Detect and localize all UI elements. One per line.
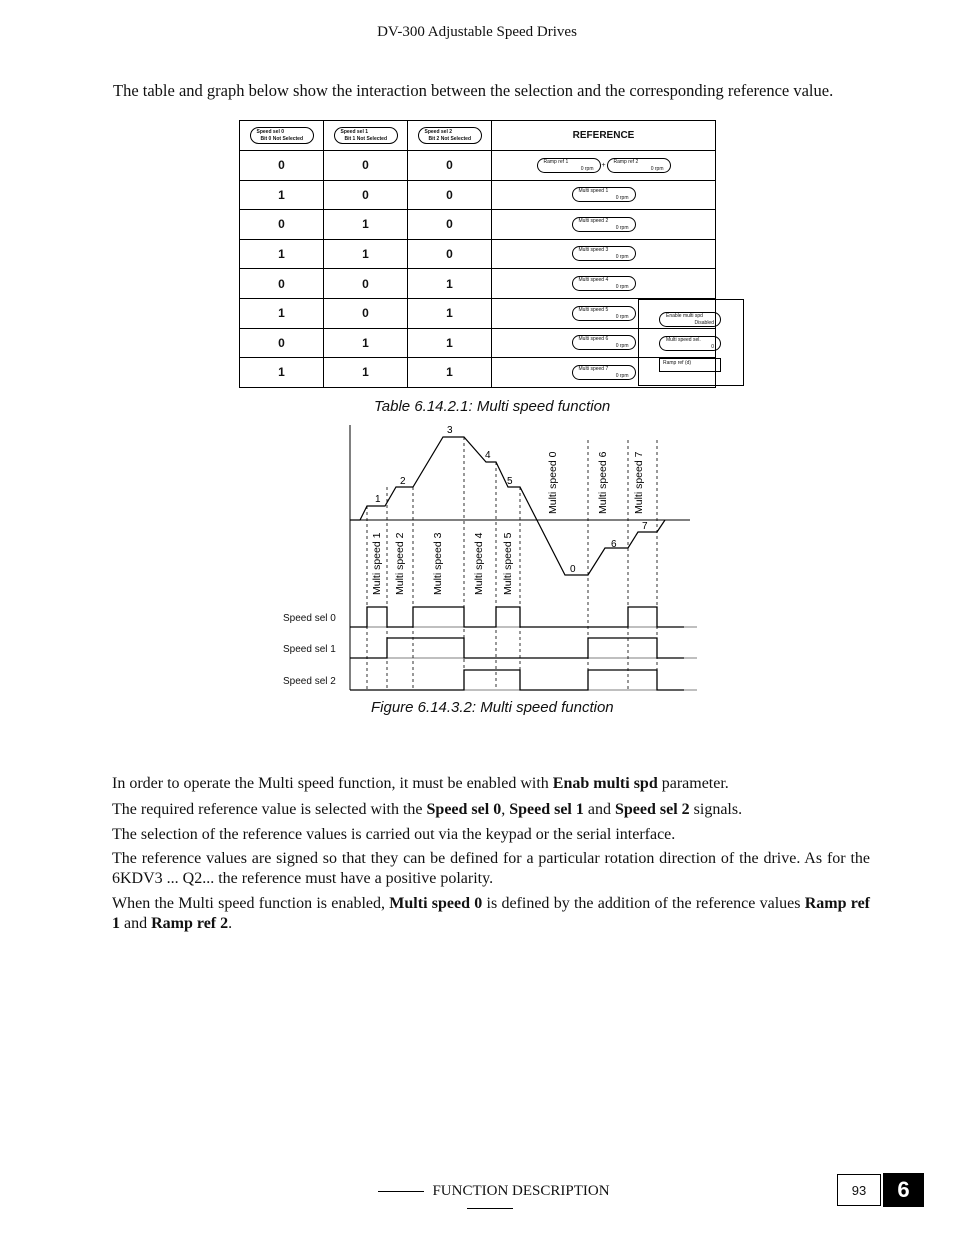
pill-label: Ramp ref 1: [543, 158, 569, 165]
bit-2-cell: 1: [408, 358, 492, 388]
segment-label-multi-speed-2: Multi speed 2: [394, 532, 406, 595]
bit-1-cell: 1: [324, 328, 408, 358]
peak-label-0: 0: [570, 564, 576, 575]
page-number: 93: [837, 1174, 881, 1206]
pill-value: 0 rpm: [650, 165, 664, 172]
param-multi-speed-0: Multi speed 0: [389, 895, 483, 912]
pill-value: 0: [711, 344, 714, 350]
footer-rule-right: [467, 1208, 513, 1209]
pill-label: Multi speed 5: [578, 306, 609, 313]
pill-value: 0 rpm: [615, 343, 629, 350]
text: .: [228, 915, 233, 932]
bit-1-cell: 0: [324, 298, 408, 328]
bit-2-cell: 0: [408, 239, 492, 269]
pill-label: Multi speed 1: [578, 188, 609, 195]
text: When the Multi speed function is enabled,: [112, 895, 390, 912]
page-footer: [343, 1183, 637, 1217]
paragraph-keypad: The selection of the reference values is carried out via the keypad or the serial interface.: [112, 826, 676, 843]
segment-label-multi-speed-3: Multi speed 3: [432, 532, 444, 595]
text: is defined by the addition of the reference values: [482, 895, 805, 912]
pill-label: Ramp ref 2: [613, 158, 639, 165]
pill-value: Disabled: [694, 320, 714, 326]
bit-1-cell: 1: [324, 239, 408, 269]
segment-label-multi-speed-5: Multi speed 5: [502, 532, 514, 595]
segment-labels: [371, 451, 645, 595]
segment-label-multi-speed-1: Multi speed 1: [371, 532, 383, 595]
figure-caption: Figure 6.14.3.2: Multi speed function: [371, 699, 614, 716]
segment-label-multi-speed-7: Multi speed 7: [633, 451, 645, 514]
pill-value: Bit 2 Not Selected: [428, 135, 472, 142]
speed-sel-2-waveform: [350, 670, 684, 690]
pill-label: Multi speed 7: [578, 365, 609, 372]
field-label: Ramp ref (d): [663, 360, 692, 366]
pill-value: Bit 1 Not Selected: [344, 135, 388, 142]
pill-label: Multi speed 3: [578, 247, 609, 254]
speed-sel-0-waveform: [350, 607, 684, 627]
segment-label-multi-speed-0: Multi speed 0: [547, 451, 559, 514]
pill-label: Speed sel 1: [340, 128, 369, 135]
bit-1-cell: 0: [324, 151, 408, 181]
peak-label-2: 2: [400, 476, 406, 487]
text: signals.: [689, 801, 743, 818]
text: The required reference value is selected with the: [112, 801, 427, 818]
bit-0-cell: 0: [240, 328, 324, 358]
signal-speed-sel-2: Speed sel 2: [614, 801, 690, 818]
table-caption: Table 6.14.2.1: Multi speed function: [374, 398, 611, 415]
pill-label: Speed sel 0: [256, 128, 285, 135]
peak-label-3: 3: [447, 425, 453, 436]
paragraph-signed: The reference values are signed so that they can be defined for a particular rotation direction of the drive. As for the 6KDV3 ... Q2... the reference must have a positive polarity.: [112, 850, 870, 887]
peak-label-1: 1: [375, 494, 381, 505]
footer-text: FUNCTION DESCRIPTION: [432, 1183, 610, 1199]
signal-speed-sel-1: Speed sel 1: [509, 801, 584, 818]
peak-label-5: 5: [507, 476, 513, 487]
bit-1-cell: 1: [324, 210, 408, 240]
param-ramp-ref-2: Ramp ref 2: [151, 915, 229, 932]
segment-label-multi-speed-6: Multi speed 6: [597, 451, 609, 514]
paragraph-multi-speed-0: [112, 894, 870, 934]
peak-label-7: 7: [642, 521, 648, 532]
pill-label: Multi speed sel.: [666, 337, 701, 343]
pill-value: 0 rpm: [615, 195, 629, 202]
bit-2-cell: 0: [408, 151, 492, 181]
speed-sel-1-waveform: [350, 638, 684, 658]
text: ,: [501, 801, 510, 818]
pill-label: Speed sel 2: [424, 128, 453, 135]
bit-0-cell: 1: [240, 180, 324, 210]
bit-2-cell: 1: [408, 298, 492, 328]
chapter-tab: 6: [883, 1173, 924, 1207]
bit-0-cell: 0: [240, 269, 324, 299]
bit-2-cell: 1: [408, 328, 492, 358]
page-header: DV-300 Adjustable Speed Drives: [377, 24, 577, 40]
peak-label-6: 6: [611, 539, 617, 550]
pill-label: Multi speed 6: [578, 336, 609, 343]
speed-sel-1-label: Speed sel 1: [283, 644, 336, 655]
bit-0-cell: 1: [240, 298, 324, 328]
bit-2-cell: 1: [408, 269, 492, 299]
param-enab-multi-spd: Enab multi spd: [552, 775, 658, 792]
pill-value: 0 rpm: [615, 224, 629, 231]
pill-value: 0 rpm: [580, 165, 594, 172]
bit-1-cell: 0: [324, 180, 408, 210]
plus-sign: +: [601, 161, 606, 169]
paragraph-enable: [112, 774, 870, 794]
speed-sel-0-label: Speed sel 0: [283, 613, 336, 624]
segment-label-multi-speed-4: Multi speed 4: [473, 532, 485, 595]
signal-speed-sel-0: Speed sel 0: [426, 801, 502, 818]
footer-rule-left: [378, 1191, 424, 1192]
pill-value: 0 rpm: [615, 283, 629, 290]
bit-2-cell: 0: [408, 210, 492, 240]
pill-value: Bit 0 Not Selected: [260, 135, 304, 142]
intro-text: The table and graph below show the interaction between the selection and the corresponding reference value.: [113, 81, 834, 100]
text: and: [583, 801, 615, 818]
text: In order to operate the Multi speed function, it must be enabled with: [112, 775, 553, 792]
bit-1-cell: 1: [324, 358, 408, 388]
pill-value: 0 rpm: [615, 372, 629, 379]
bit-0-cell: 1: [240, 239, 324, 269]
bit-0-cell: 0: [240, 151, 324, 181]
paragraph-selection: [112, 800, 870, 820]
bit-2-cell: 0: [408, 180, 492, 210]
reference-header: REFERENCE: [492, 121, 716, 151]
bit-1-cell: 0: [324, 269, 408, 299]
param-ramp-ref-1: Ramp ref 1: [112, 895, 870, 932]
bit-0-cell: 1: [240, 358, 324, 388]
pill-label: Enable multi spd: [666, 313, 703, 319]
text: parameter.: [657, 775, 729, 792]
pill-label: Multi speed 4: [578, 276, 609, 283]
speed-sel-2-label: Speed sel 2: [283, 676, 336, 687]
pill-value: 0 rpm: [615, 313, 629, 320]
text: and: [120, 915, 152, 932]
peak-label-4: 4: [485, 450, 491, 461]
bit-0-cell: 0: [240, 210, 324, 240]
pill-value: 0 rpm: [615, 254, 629, 261]
pill-label: Multi speed 2: [578, 217, 609, 224]
